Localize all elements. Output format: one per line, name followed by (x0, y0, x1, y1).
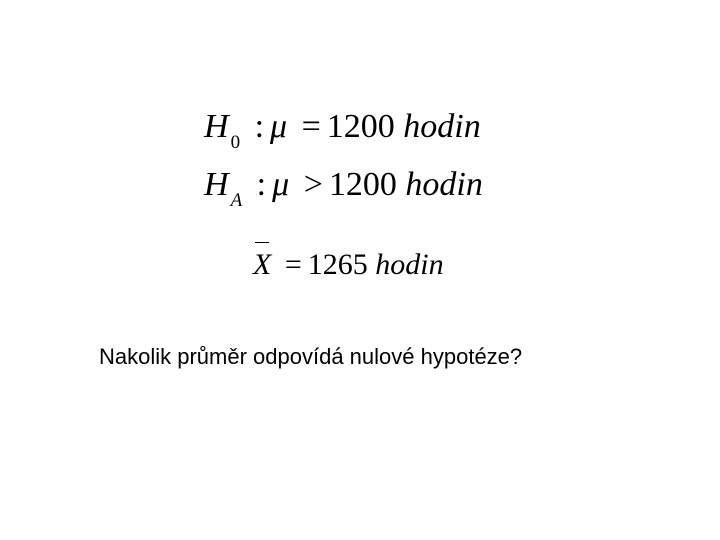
h0-subscript: 0 (230, 132, 241, 153)
h0-symbol: H (204, 108, 229, 145)
ha-symbol: H (204, 166, 229, 203)
sample-mean-variable (253, 250, 271, 280)
h0-unit: hodin (403, 108, 481, 145)
ha-subscript: A (230, 190, 243, 211)
null-hypothesis-formula (204, 108, 481, 153)
sample-mean-formula (253, 250, 444, 280)
ha-separator: : (256, 166, 267, 203)
sample-mean-symbol: X (253, 248, 272, 281)
ha-unit: hodin (405, 166, 483, 203)
h0-value: 1200 (326, 108, 395, 145)
sample-mean-relation: = (284, 248, 302, 281)
alternative-hypothesis-formula (204, 166, 483, 211)
sample-mean-unit: hodin (375, 248, 444, 281)
h0-relation: = (301, 108, 321, 145)
ha-value: 1200 (328, 166, 397, 203)
sample-mean-value: 1265 (307, 248, 368, 281)
h0-separator: : (254, 108, 265, 145)
question-text: Nakolik průměr odpovídá nulové hypotéze? (99, 344, 523, 369)
ha-mu: μ (272, 166, 290, 203)
ha-relation: > (303, 166, 323, 203)
mean-bar (255, 242, 269, 243)
h0-mu: μ (270, 108, 288, 145)
